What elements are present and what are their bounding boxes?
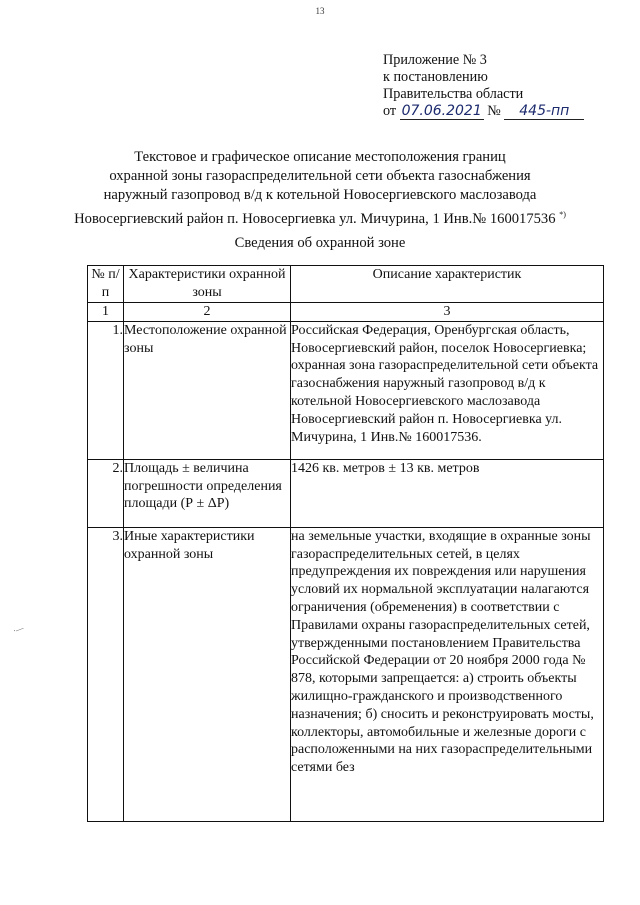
title-line [40, 205, 600, 229]
title-line: Текстовое и графическое описание местоположения границ [134, 149, 506, 165]
row-description: на земельные участки, входящие в охранные зоны газораспределительных сетей, в целях предупреждения их повреждения или нарушения условий их нормальной эксплуатации налагаются ограничения (обременения) в соответствии с Правилами охраны газораспределительных сетей, утвержденными постановлением Правительства Российской Федерации от 20 ноября 2000 года № 878, которыми запрещается: а) строить объекты жилищно-гражданского и производственного назначения; б) сносить и реконструировать мосты, коллекторы, автомобильные и железные дороги с расположенными на них газораспределительными сетями без [291, 527, 604, 821]
row-characteristic: Местоположение охранной зоны [124, 321, 291, 459]
appendix-block [383, 52, 584, 120]
table-row [88, 527, 604, 821]
appendix-line: к постановлению [383, 69, 488, 85]
appendix-date-line [383, 103, 584, 120]
table-row [88, 459, 604, 527]
title-line-text: Новосергиевский район п. Новосергиевка ул. Мичурина, 1 Инв.№ 160017536 [74, 211, 556, 227]
row-description: 1426 кв. метров ± 13 кв. метров [291, 459, 604, 527]
title-line: наружный газопровод в/д к котельной Новосергиевского маслозавода [103, 187, 537, 203]
row-number: 3. [88, 527, 124, 821]
header-cell-num: № п/п [88, 266, 124, 303]
table-header-row [88, 266, 604, 303]
handwritten-date: 07.06.2021 [401, 103, 482, 119]
table-row [88, 321, 604, 459]
footnote-mark: *) [559, 210, 566, 219]
appendix-line: Приложение № 3 [383, 52, 487, 68]
row-characteristic: Площадь ± величина погрешности определения площади (Р ± ΔР) [124, 459, 291, 527]
column-number-cell: 1 [88, 303, 124, 322]
row-description: Российская Федерация, Оренбургская область, Новосергиевский район, поселок Новосергиевка; охранная зона газораспределительной сети объекта газоснабжения наружный газопровод в/д к котельной Новосергиевского маслозавода Новосергиевский район п. Новосергиевка ул. Мичурина, 1 Инв.№ 160017536. [291, 321, 604, 459]
zone-table [87, 265, 604, 822]
title-line: охранной зоны газораспределительной сети объекта газоснабжения [109, 168, 531, 184]
column-number-row [88, 303, 604, 322]
row-characteristic: Иные характеристики охранной зоны [124, 527, 291, 821]
document-title [40, 148, 600, 229]
row-number: 2. [88, 459, 124, 527]
number-label: № [487, 103, 501, 119]
header-cell-description: Описание характеристик [291, 266, 604, 303]
row-number: 1. [88, 321, 124, 459]
column-number-cell: 3 [291, 303, 604, 322]
margin-mark: ·— [11, 623, 25, 636]
page-number: 13 [315, 6, 325, 16]
from-label: от [383, 103, 397, 119]
handwritten-number: 445-пп [504, 104, 584, 120]
column-number-cell: 2 [124, 303, 291, 322]
appendix-line: Правительства области [383, 86, 524, 102]
section-subtitle: Сведения об охранной зоне [234, 235, 406, 251]
header-cell-characteristic: Характеристики охранной зоны [124, 266, 291, 303]
